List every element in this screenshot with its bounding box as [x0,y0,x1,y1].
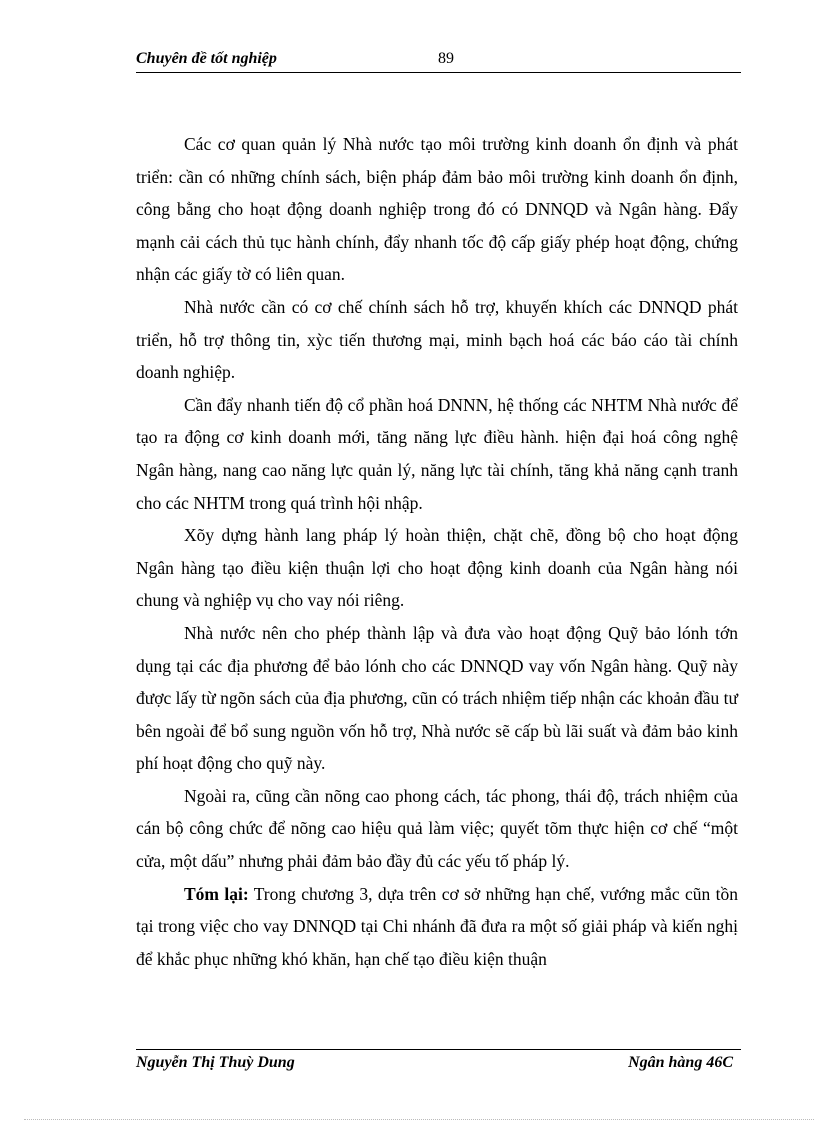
paragraph: Các cơ quan quản lý Nhà nước tạo môi trường kinh doanh ổn định và phát triển: cần có những chính sách, biện pháp đảm bảo môi trường kinh doanh ổn định, công bằng cho hoạt động doanh nghiệp trong đó có DNNQD và Ngân hàng. Đẩy mạnh cải cách thủ tục hành chính, đẩy nhanh tốc độ cấp giấy phép hoạt động, chứng nhận các giấy tờ có liên quan. [136,134,738,285]
summary-text: Trong chương 3, dựa trên cơ sở những hạn chế, vướng mắc cũn tồn tại trong việc cho vay DNNQD tại Chi nhánh đã đưa ra một số giải pháp và kiến nghị để khắc phục những khó khăn, hạn chế tạo điều kiện thuận [136,883,738,969]
summary-label: Tóm lại: [184,883,249,904]
footer-author: Nguyễn Thị Thuỳ Dung [136,1054,295,1071]
header-title: Chuyên đề tốt nghiệp [136,50,277,67]
paragraph: Nhà nước cần có cơ chế chính sách hỗ trợ, khuyến khích các DNNQD phát triển, hỗ trợ thông tin, xỳc tiến thương mại, minh bạch hoá các báo cáo tài chính doanh nghiệp. [136,296,738,383]
paragraph: Nhà nước nên cho phép thành lập và đưa vào hoạt động Quỹ bảo lónh tớn dụng tại các địa phương để bảo lónh cho các DNNQD vay vốn Ngân hàng. Quỹ này được lấy từ ngõn sách của địa phương, cũn có trách nhiệm tiếp nhận các khoản đầu tư bên ngoài để bổ sung nguồn vốn hỗ trợ, Nhà nước sẽ cấp bù lãi suất và đảm bảo kinh phí hoạt động cho quỹ này. [136,622,738,774]
paragraph: Cần đẩy nhanh tiến độ cổ phần hoá DNNN, hệ thống các NHTM Nhà nước để tạo ra động cơ kinh doanh mới, tăng năng lực điều hành. hiện đại hoá công nghệ Ngân hàng, nang cao năng lực quản lý, năng lực tài chính, tăng khả năng cạnh tranh cho các NHTM trong quá trình hội nhập. [136,394,738,513]
page-number: 89 [438,50,454,67]
paragraph: Xõy dựng hành lang pháp lý hoàn thiện, chặt chẽ, đồng bộ cho hoạt động Ngân hàng tạo điều kiện thuận lợi cho hoạt động kinh doanh của Ngân hàng nói chung và nghiệp vụ cho vay nói riêng. [136,525,738,611]
paragraph: Ngoài ra, cũng cần nõng cao phong cách, tác phong, thái độ, trách nhiệm của cán bộ công chức để nõng cao hiệu quả làm việc; quyết tõm thực hiện cơ chế “một cửa, một dấu” nhưng phải đảm bảo đầy đủ các yếu tố pháp lý. [136,785,738,872]
bottom-divider [24,1119,814,1120]
page-footer [136,1049,741,1080]
summary-paragraph [136,878,738,976]
page-header [136,48,741,73]
footer-class: Ngân hàng 46C [628,1054,733,1071]
document-body [136,128,738,975]
